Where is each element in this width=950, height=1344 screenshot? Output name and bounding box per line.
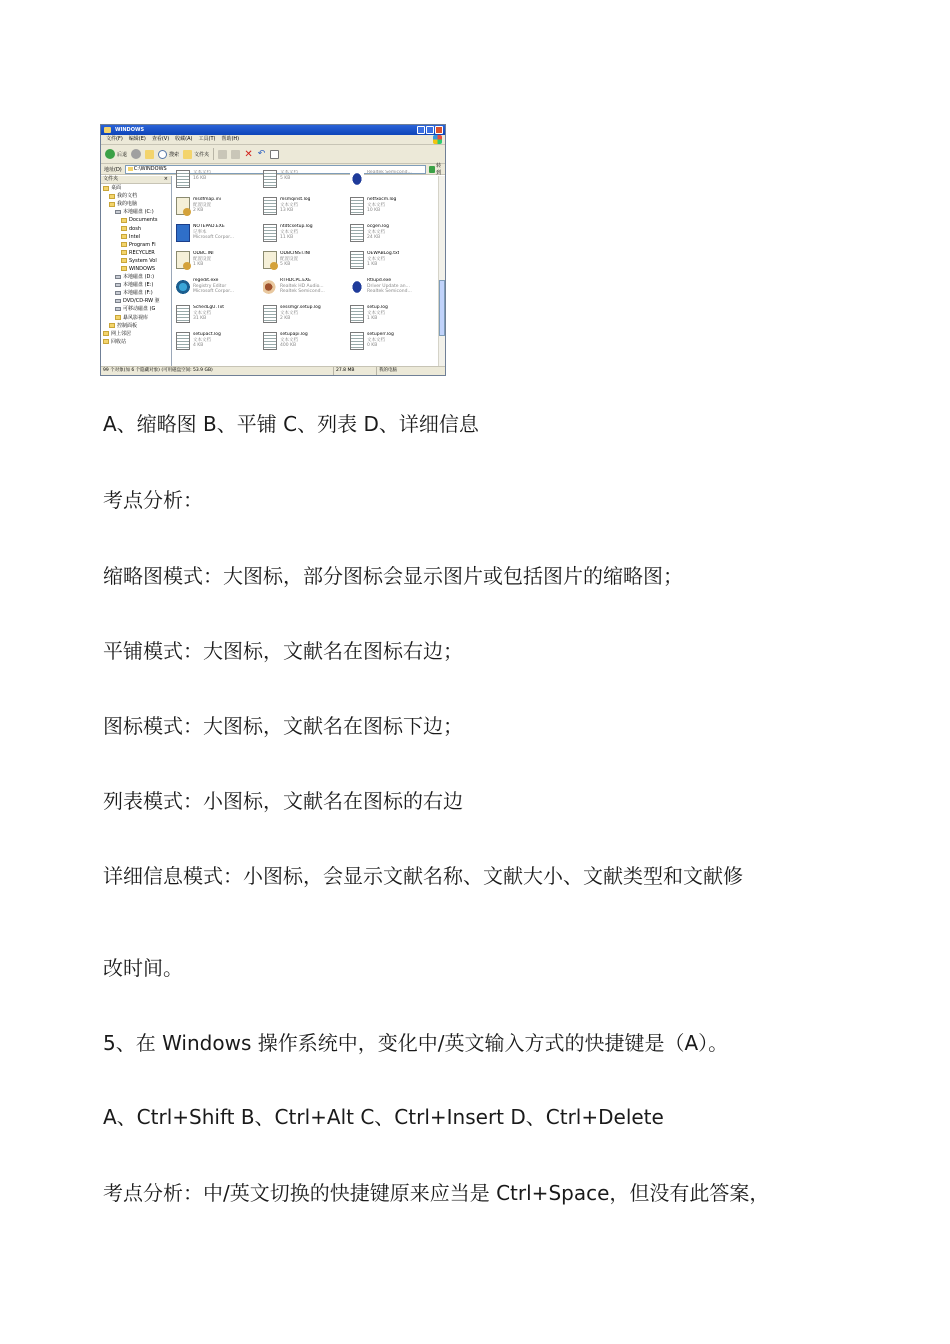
drive-icon: [115, 283, 121, 287]
minimize-icon[interactable]: [417, 126, 425, 134]
tree-node[interactable]: [101, 289, 171, 297]
folder-icon: [121, 218, 127, 223]
txt-icon: [263, 197, 277, 215]
tree-node-label: 本地磁盘 (C:): [123, 209, 154, 216]
file-name: setupapi.log: [280, 332, 308, 337]
file-item[interactable]: [176, 332, 262, 356]
file-name: RTHDCPL.EXE: [280, 278, 311, 283]
explorer-body: [101, 170, 445, 367]
file-size: 1 KB: [193, 262, 204, 267]
folder-tree-header: [101, 176, 171, 184]
txt-icon: [176, 170, 190, 188]
folder-icon: [121, 234, 127, 239]
crab-icon: [350, 170, 364, 188]
toolbar-divider: [213, 148, 214, 160]
txt-icon: [350, 332, 364, 350]
file-size: 5 KB: [280, 262, 291, 267]
folder-icon: [103, 331, 109, 336]
tree-node-label: dosh: [129, 225, 142, 232]
file-item[interactable]: [350, 224, 436, 248]
tree-node[interactable]: [101, 216, 171, 224]
file-info: [367, 305, 388, 329]
cfg-icon: [176, 251, 190, 269]
file-type: 文本文档: [280, 202, 298, 208]
file-type: 文本文档: [367, 310, 385, 316]
folder-icon: [121, 226, 127, 231]
tree-node-label: 我的文档: [117, 193, 138, 200]
tree-node-label: WINDOWS: [129, 265, 156, 272]
file-size: 400 KB: [280, 343, 297, 348]
tree-node[interactable]: [101, 273, 171, 281]
file-type: 文本文档: [280, 337, 298, 343]
file-size: Microsoft Corpor...: [193, 289, 234, 294]
address-input[interactable]: C:\WINDOWS: [125, 165, 426, 174]
drive-icon: [115, 299, 121, 303]
file-item[interactable]: [263, 170, 349, 194]
file-size: 1 KB: [367, 262, 378, 267]
file-name: ODBCINST.INI: [280, 251, 311, 256]
file-name: msdfmap.ini: [193, 197, 221, 202]
file-type: 记事本: [193, 229, 207, 235]
file-type: 配置设置: [193, 256, 211, 262]
file-name: ocgen.log: [367, 224, 389, 229]
tree-node[interactable]: [101, 281, 171, 289]
crab-icon: [350, 278, 364, 296]
status-bar: [101, 366, 445, 375]
file-type: 文本文档: [193, 310, 211, 316]
file-size: 2 KB: [280, 316, 291, 321]
tree-node[interactable]: [101, 314, 171, 322]
file-name: NOTEPAD.EXE: [193, 224, 225, 229]
gear-icon: [176, 278, 190, 296]
menu-file[interactable]: 文件(F): [106, 136, 123, 142]
file-item[interactable]: [350, 278, 436, 302]
search-label: 搜索: [169, 151, 180, 158]
file-item[interactable]: [350, 305, 436, 329]
file-size: 0 KB: [367, 343, 378, 348]
tree-node[interactable]: [101, 330, 171, 338]
folder-tree-title: 文件夹: [103, 176, 119, 182]
tree-node[interactable]: [101, 297, 171, 305]
file-item[interactable]: [176, 305, 262, 329]
file-name: OEWABLog.txt: [367, 251, 400, 256]
tree-node-label: 网上邻居: [111, 330, 132, 337]
tree-node-label: Program Fi: [129, 241, 156, 248]
file-item[interactable]: [263, 278, 349, 302]
drive-icon: [115, 307, 121, 311]
window-controls: [417, 126, 443, 134]
folder-icon: [121, 250, 127, 255]
cfg-icon: [263, 251, 277, 269]
file-name: ntdtcsetup.log: [280, 224, 313, 229]
file-item[interactable]: [263, 224, 349, 248]
file-item[interactable]: [350, 251, 436, 275]
menu-help[interactable]: 帮助(H): [221, 136, 240, 142]
file-size: Realtek Semicond...: [280, 289, 325, 294]
folder-icon: [115, 315, 121, 320]
go-label: 转到: [436, 163, 442, 176]
folder-icon: [121, 258, 127, 263]
folders-button[interactable]: [183, 150, 209, 159]
question-4-options: A、缩略图 B、平铺 C、列表 D、详细信息: [103, 412, 479, 436]
tree-node[interactable]: [101, 338, 171, 346]
tree-node[interactable]: [101, 224, 171, 232]
file-item[interactable]: [263, 197, 349, 221]
file-info: [367, 278, 412, 302]
folders-icon: [183, 150, 192, 159]
tree-node-label: 桌面: [111, 185, 122, 192]
file-info: [193, 332, 221, 356]
file-info: [193, 170, 211, 194]
file-type: Realtek Semicond...: [367, 170, 412, 175]
tree-node-label: 可移动磁盘 (G: [123, 306, 156, 313]
file-type: Driver Update an...: [367, 283, 410, 289]
move-to-icon[interactable]: [218, 150, 227, 159]
toolbar: [101, 145, 445, 164]
analysis-2: 考点分析：中/英文切换的快捷键原来应当是 Ctrl+Space，但没有此答案，: [103, 1181, 770, 1205]
file-size: 31 KB: [193, 316, 207, 321]
txt-icon: [263, 224, 277, 242]
file-type: 文本文档: [280, 170, 298, 175]
folder-icon: [121, 266, 127, 271]
file-info: [280, 305, 321, 329]
close-icon[interactable]: [435, 126, 443, 134]
tree-node-label: 本地磁盘 (F:): [123, 290, 153, 297]
cfg-icon: [176, 197, 190, 215]
drive-icon: [115, 210, 121, 214]
tree-node[interactable]: [101, 184, 171, 192]
file-type: 文本文档: [367, 229, 385, 235]
txt-icon: [350, 224, 364, 242]
tree-node[interactable]: [101, 322, 171, 330]
back-label: 后退: [117, 151, 128, 158]
file-name: regedit.exe: [193, 278, 219, 283]
file-name: netfxocm.log: [367, 197, 397, 202]
tree-node-label: Documents: [129, 217, 158, 224]
close-pane-icon[interactable]: ×: [163, 176, 168, 182]
txt-icon: [350, 197, 364, 215]
file-type: Realtek HD Audio...: [280, 283, 324, 289]
search-button[interactable]: [158, 150, 179, 159]
tree-node-label: DVD/CD-RW 驱: [123, 298, 160, 305]
folder-icon: [103, 186, 109, 191]
file-item[interactable]: [176, 170, 262, 194]
txt-icon: [350, 251, 364, 269]
file-info: [367, 332, 394, 356]
tree-node-label: 本地磁盘 (E:): [123, 282, 154, 289]
file-info: [367, 224, 389, 248]
file-info: [193, 278, 234, 302]
icon-mode-text: 图标模式：大图标，文献名在图标下边；: [103, 714, 463, 738]
tree-node[interactable]: [101, 305, 171, 313]
file-type: Registry Editor: [193, 283, 227, 289]
folder-icon: [109, 323, 115, 328]
file-name: sessmgr.setup.log: [280, 305, 321, 310]
tree-node[interactable]: [101, 249, 171, 257]
analysis-label: 考点分析：: [103, 488, 203, 512]
file-item[interactable]: [350, 170, 436, 194]
file-size: 24 KB: [367, 235, 381, 240]
file-list: [172, 170, 445, 367]
details-mode-text-cont: 改时间。: [103, 956, 183, 980]
maximize-icon[interactable]: [426, 126, 434, 134]
file-item[interactable]: [176, 251, 262, 275]
tree-node-label: Intel: [129, 233, 141, 240]
file-info: [280, 251, 310, 275]
file-size: 13 KB: [280, 208, 294, 213]
undo-icon[interactable]: ↶: [257, 148, 266, 159]
file-info: [193, 224, 234, 248]
menu-bar: [101, 135, 445, 145]
status-objects: 99 个对象(加 6 个隐藏对象) (可用磁盘空间: 53.9 GB): [101, 367, 334, 375]
status-size: 27.8 MB: [334, 367, 377, 375]
txt-icon: [263, 305, 277, 323]
list-mode-text: 列表模式：小图标，文献名在图标的右边: [103, 789, 463, 813]
file-name: SchedLgU.Txt: [193, 305, 225, 310]
file-type: 文本文档: [193, 170, 211, 175]
txt-icon: [263, 332, 277, 350]
question-5: 5、在 Windows 操作系统中，变化中/英文输入方式的快捷键是（A）。: [103, 1031, 729, 1055]
file-item[interactable]: [176, 278, 262, 302]
tree-node[interactable]: [101, 233, 171, 241]
file-size: Realtek Semicond...: [367, 289, 412, 294]
file-name: setuperr.log: [367, 332, 394, 337]
file-size: Microsoft Corpor...: [193, 235, 234, 240]
menu-favorites[interactable]: 收藏(A): [175, 136, 193, 142]
file-name: Rtlupd.exe: [367, 278, 392, 283]
tree-node-label: 回收站: [111, 338, 127, 345]
txt-icon: [176, 305, 190, 323]
file-size: 16 KB: [193, 175, 207, 181]
tree-node[interactable]: [101, 192, 171, 200]
file-name: setupact.log: [193, 332, 221, 337]
txt-icon: [176, 332, 190, 350]
scroll-thumb[interactable]: [439, 280, 445, 336]
search-icon: [158, 150, 167, 159]
speaker-icon: [263, 278, 277, 296]
tree-node-label: System Vol: [129, 257, 157, 264]
folders-label: 文件夹: [194, 151, 210, 158]
file-type: 文本文档: [367, 337, 385, 343]
txt-icon: [350, 305, 364, 323]
tree-node-label: 控制面板: [117, 322, 138, 329]
file-size: 4 KB: [193, 343, 204, 348]
back-button[interactable]: [105, 149, 127, 159]
folder-icon: [109, 194, 115, 199]
file-size: 1 KB: [367, 316, 378, 321]
windows-logo-icon: [433, 135, 442, 144]
file-size: 5 KB: [280, 175, 291, 181]
file-info: [367, 197, 396, 221]
file-info: [280, 197, 310, 221]
tree-node-label: 本地磁盘 (D:): [123, 274, 155, 281]
file-info: [367, 251, 399, 275]
question-5-options: A、Ctrl+Shift B、Ctrl+Alt C、Ctrl+Insert D、Ctrl+Delete: [103, 1105, 664, 1129]
drive-icon: [115, 291, 121, 295]
file-item[interactable]: [350, 197, 436, 221]
forward-arrow-icon[interactable]: [131, 149, 141, 159]
file-type: 文本文档: [280, 310, 298, 316]
views-icon[interactable]: [270, 150, 279, 159]
file-info: [280, 170, 298, 194]
tree-node[interactable]: [101, 208, 171, 216]
file-type: 配置设置: [280, 256, 298, 262]
file-name: setup.log: [367, 305, 388, 310]
file-size: 10 KB: [367, 208, 381, 213]
tree-node[interactable]: [101, 265, 171, 273]
tree-node-label: RECYCLER: [129, 249, 155, 256]
file-size: 11 KB: [280, 235, 294, 240]
folder-tree: [101, 176, 172, 367]
status-location: 我的电脑: [379, 368, 397, 373]
file-item[interactable]: [263, 305, 349, 329]
tile-mode-text: 平铺模式：大图标，文献名在图标右边；: [103, 639, 463, 663]
folder-icon: [104, 127, 111, 133]
explorer-screenshot: [100, 124, 446, 376]
file-item[interactable]: [176, 224, 262, 248]
file-name: msmqinst.log: [280, 197, 311, 202]
window-title: WINDOWS: [115, 127, 145, 133]
details-mode-text: 详细信息模式：小图标，会显示文献名称、文献大小、文献类型和文献修: [103, 864, 743, 888]
tree-node-label: 暴风影视库: [123, 314, 149, 321]
menu-edit[interactable]: 编辑(E): [128, 136, 146, 142]
file-type: 文本文档: [193, 337, 211, 343]
file-info: [193, 305, 224, 329]
menu-view[interactable]: 查看(V): [151, 136, 170, 142]
file-info: [280, 224, 313, 248]
file-type: 文本文档: [367, 256, 385, 262]
file-item[interactable]: [263, 251, 349, 275]
tree-node[interactable]: [101, 200, 171, 208]
copy-to-icon[interactable]: [231, 150, 240, 159]
file-info: [193, 197, 221, 221]
exe-icon: [176, 224, 190, 242]
folder-icon: [103, 339, 109, 344]
file-type: 文本文档: [280, 229, 298, 235]
tree-node[interactable]: [101, 241, 171, 249]
file-item[interactable]: [350, 332, 436, 356]
scrollbar[interactable]: [438, 176, 445, 367]
file-name: ODBC.INI: [193, 251, 214, 256]
file-type: 文本文档: [367, 202, 385, 208]
delete-icon[interactable]: ✕: [244, 148, 253, 160]
file-type: 配置设置: [193, 202, 211, 208]
file-info: [280, 278, 325, 302]
tree-node[interactable]: [101, 257, 171, 265]
tree-node-label: 我的电脑: [117, 201, 138, 208]
txt-icon: [263, 170, 277, 188]
thumbnail-mode-text: 缩略图模式：大图标，部分图标会显示图片或包括图片的缩略图；: [103, 564, 683, 588]
folder-icon: [121, 242, 127, 247]
file-info: [367, 170, 412, 194]
file-item[interactable]: [263, 332, 349, 356]
folder-icon: [109, 202, 115, 207]
back-arrow-icon: [105, 149, 115, 159]
file-info: [280, 332, 308, 356]
file-size: 2 KB: [193, 208, 204, 213]
file-info: [193, 251, 214, 275]
menu-tools[interactable]: 工具(T): [198, 136, 216, 142]
up-folder-icon[interactable]: [145, 150, 154, 159]
window-titlebar: [101, 125, 445, 135]
file-item[interactable]: [176, 197, 262, 221]
drive-icon: [115, 275, 121, 279]
tree-nodes: [101, 184, 171, 346]
address-label: 地址(D): [104, 166, 122, 173]
